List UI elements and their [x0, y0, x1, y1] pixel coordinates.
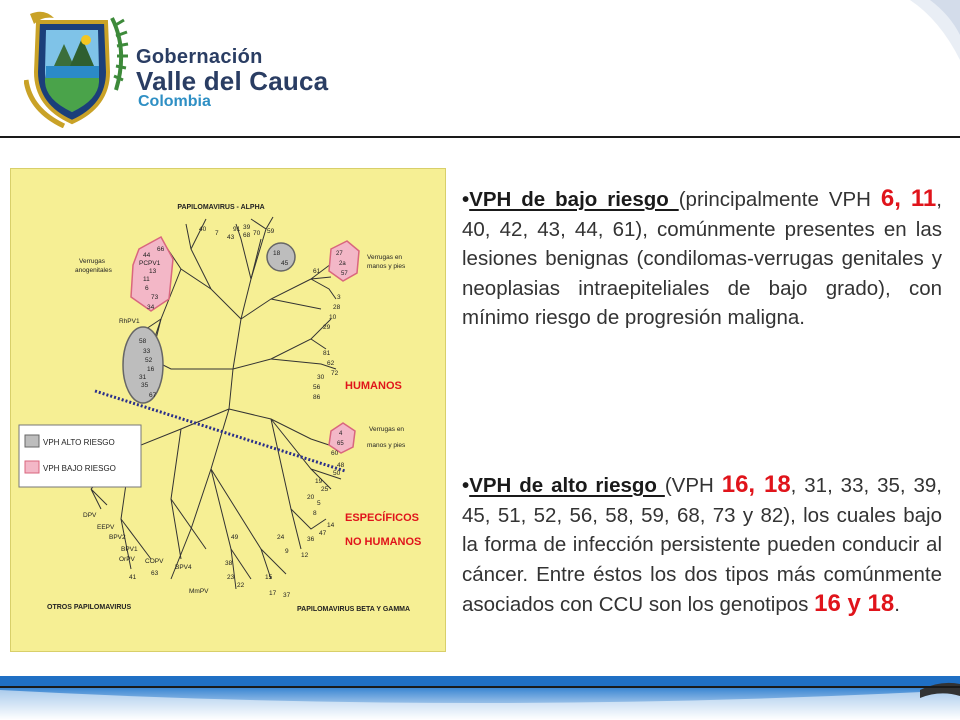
svg-text:41: 41	[129, 574, 137, 581]
svg-text:15: 15	[265, 574, 273, 581]
svg-text:37: 37	[283, 592, 291, 599]
svg-text:47: 47	[319, 530, 327, 537]
label-verrugas-anogenitales-1: Verrugas	[79, 258, 106, 265]
leaf-45: 45	[281, 260, 289, 267]
org-line2: Valle del Cauca	[136, 66, 329, 96]
svg-text:73: 73	[151, 294, 159, 301]
leaf-27: 27	[336, 251, 343, 257]
organization-name	[136, 46, 328, 110]
leaf-18: 18	[273, 250, 281, 257]
svg-text:22: 22	[237, 582, 245, 589]
bullet-2: •	[462, 474, 470, 497]
svg-text:60: 60	[331, 450, 339, 457]
svg-text:52: 52	[145, 357, 153, 364]
low-risk-hands-feet-2-shape	[329, 423, 355, 453]
label-verrugas-anogenitales-2: anogenitales	[75, 267, 112, 274]
high-risk-end: .	[894, 593, 900, 616]
figure-legend	[19, 425, 141, 487]
svg-text:PCPV1: PCPV1	[139, 260, 161, 267]
svg-text:58: 58	[139, 338, 147, 345]
svg-text:8: 8	[313, 510, 317, 517]
low-risk-rest: , 40, 42, 43, 44, 61), comúnmente presentes en las lesiones benignas (condilomas-verrugas genitales y neoplasias intraepiteliales de bajo grado), con mínimo riesgo de progresión maligna.	[462, 188, 942, 329]
label-verrugas-manos-2: manos y pies	[367, 263, 406, 270]
svg-text:7: 7	[215, 230, 219, 237]
high-risk-term: VPH de alto riesgo	[469, 474, 665, 497]
svg-text:13: 13	[149, 268, 157, 275]
svg-text:6: 6	[145, 285, 149, 292]
svg-text:33: 33	[143, 348, 151, 355]
svg-text:30: 30	[317, 374, 325, 381]
right-lower-leaf-labels	[277, 450, 345, 559]
footer-divider	[0, 686, 960, 688]
bullet-1: •	[462, 188, 470, 211]
svg-text:19: 19	[315, 478, 323, 485]
header	[0, 0, 960, 136]
svg-text:59: 59	[267, 228, 275, 235]
svg-text:10: 10	[329, 314, 337, 321]
svg-text:62: 62	[327, 360, 335, 367]
svg-text:70: 70	[253, 230, 261, 237]
svg-text:72: 72	[331, 370, 339, 377]
label-verrugas-manos2-1: Verrugas en	[369, 426, 405, 433]
label-rhpv1: RhPV1	[119, 318, 140, 325]
high-risk-paragraph	[462, 470, 942, 620]
svg-text:BPV4: BPV4	[175, 564, 192, 571]
svg-text:43: 43	[227, 234, 235, 241]
svg-text:OrPV: OrPV	[119, 556, 135, 563]
legend-alto-riesgo: VPH ALTO RIESGO	[43, 438, 115, 447]
svg-text:EEPV: EEPV	[97, 524, 115, 531]
low-risk-paragraph	[462, 184, 942, 333]
coat-of-arms-logo	[24, 10, 134, 128]
label-no-humanos: NO HUMANOS	[345, 536, 422, 548]
high-risk-pre: (VPH	[664, 474, 722, 497]
footer-band	[0, 676, 960, 720]
org-line3: Colombia	[138, 93, 211, 110]
svg-text:66: 66	[157, 246, 165, 253]
svg-text:40: 40	[199, 226, 207, 233]
svg-text:67: 67	[149, 392, 157, 399]
svg-text:38: 38	[225, 560, 233, 567]
org-line1: Gobernación	[136, 46, 263, 68]
svg-text:36: 36	[307, 536, 315, 543]
content-text	[462, 184, 942, 617]
tree-svg	[11, 169, 447, 653]
bottom-leaf-labels	[189, 534, 291, 599]
genotipos-16-y-18: 16 y 18	[814, 590, 895, 617]
phylogenetic-tree-figure	[10, 168, 446, 652]
leaf-4: 4	[339, 431, 343, 437]
svg-text:49: 49	[231, 534, 239, 541]
vph-comma: ,	[894, 185, 901, 212]
low-risk-term: VPH de bajo riesgo	[469, 188, 679, 211]
svg-text:3: 3	[337, 294, 341, 301]
svg-text:91: 91	[233, 226, 241, 233]
leaf-2a: 2a	[339, 261, 346, 267]
svg-text:29: 29	[323, 324, 331, 331]
label-verrugas-manos2-2: manos y pies	[367, 442, 406, 449]
svg-text:86: 86	[313, 394, 321, 401]
svg-text:24: 24	[277, 534, 285, 541]
svg-text:17: 17	[269, 590, 277, 597]
svg-text:25: 25	[321, 486, 329, 493]
svg-text:61: 61	[313, 268, 321, 275]
high-risk-rest: , 31, 33, 35, 39, 45, 51, 52, 56, 58, 59, 68, 73 y 82), los cuales bajo la forma de infección persistente pueden conducir al cáncer. Entre éstos los dos tipos más comúnmente asociados con CCU son los genotipos	[462, 474, 942, 616]
leaf-65: 65	[337, 441, 344, 447]
svg-text:68: 68	[243, 232, 251, 239]
svg-text:DPV: DPV	[83, 512, 97, 519]
svg-text:23: 23	[227, 574, 235, 581]
header-divider	[0, 136, 960, 138]
svg-text:COPV: COPV	[145, 558, 164, 565]
vph-16-18: 16, 18	[721, 471, 791, 498]
label-humanos: HUMANOS	[345, 380, 402, 392]
svg-text:5: 5	[317, 500, 321, 507]
svg-text:BPV1: BPV1	[121, 546, 138, 553]
svg-text:BPV2: BPV2	[109, 534, 126, 541]
svg-text:28: 28	[333, 304, 341, 311]
svg-text:34: 34	[147, 304, 155, 311]
corner-decoration	[900, 0, 960, 80]
svg-text:56: 56	[313, 384, 321, 391]
label-beta-gamma: PAPILOMAVIRUS BETA Y GAMMA	[297, 606, 411, 613]
left-bottom-leaf-labels	[83, 512, 192, 581]
svg-text:48: 48	[337, 462, 345, 469]
legend-bajo-riesgo: VPH BAJO RIESGO	[43, 464, 116, 473]
svg-text:31: 31	[139, 374, 147, 381]
svg-text:39: 39	[243, 224, 251, 231]
tree-branches	[91, 217, 341, 589]
vph-11: 11	[910, 185, 937, 212]
svg-text:14: 14	[327, 522, 335, 529]
svg-text:9: 9	[285, 548, 289, 555]
svg-text:16: 16	[147, 366, 155, 373]
svg-text:12: 12	[301, 552, 309, 559]
svg-text:81: 81	[323, 350, 331, 357]
svg-text:50: 50	[333, 470, 341, 477]
label-verrugas-manos-1: Verrugas en	[367, 254, 403, 261]
tree-title-alpha: PAPILOMAVIRUS - ALPHA	[177, 204, 265, 211]
svg-text:20: 20	[307, 494, 315, 501]
vph-6: 6	[880, 185, 895, 212]
svg-text:35: 35	[141, 382, 149, 389]
svg-text:MmPV: MmPV	[189, 588, 209, 595]
svg-text:44: 44	[143, 252, 151, 259]
label-especificos: ESPECÍFICOS	[345, 512, 419, 524]
leaf-57: 57	[341, 271, 348, 277]
low-risk-pre: (principalmente VPH	[678, 188, 881, 211]
svg-text:63: 63	[151, 570, 159, 577]
svg-text:11: 11	[143, 276, 150, 283]
label-otros-papilomavirus: OTROS PAPILOMAVIRUS	[47, 604, 132, 611]
